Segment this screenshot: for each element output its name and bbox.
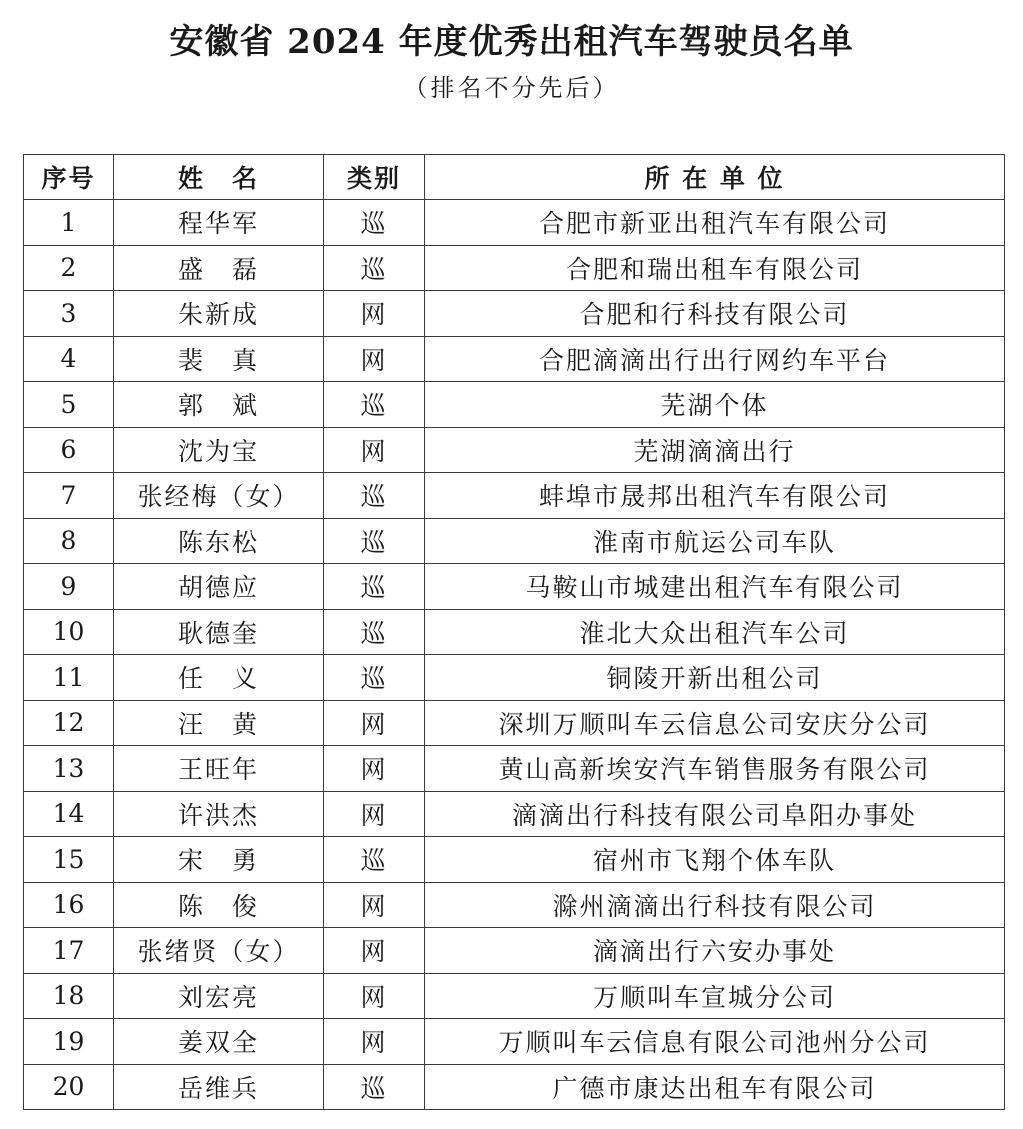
cell-category: 网 [324, 700, 425, 746]
cell-name: 陈东松 [114, 518, 324, 564]
table-row [24, 473, 1005, 519]
cell-index: 1 [24, 200, 114, 246]
table-row [24, 200, 1005, 246]
cell-company: 合肥和瑞出租车有限公司 [425, 245, 1005, 291]
table-row [24, 928, 1005, 974]
cell-category: 网 [324, 973, 425, 1019]
cell-company: 滴滴出行科技有限公司阜阳办事处 [425, 791, 1005, 837]
table-row [24, 518, 1005, 564]
cell-company: 万顺叫车宣城分公司 [425, 973, 1005, 1019]
table-row [24, 245, 1005, 291]
cell-index: 3 [24, 291, 114, 337]
table-row [24, 427, 1005, 473]
table-row [24, 609, 1005, 655]
table-row [24, 1019, 1005, 1065]
cell-company: 广德市康达出租车有限公司 [425, 1064, 1005, 1110]
cell-index: 5 [24, 382, 114, 428]
document-subtitle: （排名不分先后） [403, 74, 620, 102]
cell-name: 胡德应 [114, 564, 324, 610]
table-row [24, 1064, 1005, 1110]
cell-index: 11 [24, 655, 114, 701]
cell-index: 19 [24, 1019, 114, 1065]
table-row [24, 882, 1005, 928]
table-body [24, 200, 1005, 1110]
cell-category: 巡 [324, 655, 425, 701]
cell-company: 芜湖滴滴出行 [425, 427, 1005, 473]
header-name: 姓 名 [114, 155, 324, 200]
cell-category: 网 [324, 336, 425, 382]
cell-index: 8 [24, 518, 114, 564]
cell-index: 7 [24, 473, 114, 519]
cell-category: 网 [324, 291, 425, 337]
cell-company: 合肥市新亚出租汽车有限公司 [425, 200, 1005, 246]
cell-name: 朱新成 [114, 291, 324, 337]
cell-category: 网 [324, 928, 425, 974]
table-header-row [24, 155, 1005, 200]
cell-index: 10 [24, 609, 114, 655]
cell-name: 张经梅（女） [114, 473, 324, 519]
table-row [24, 564, 1005, 610]
table-row [24, 746, 1005, 792]
cell-company: 滴滴出行六安办事处 [425, 928, 1005, 974]
cell-index: 9 [24, 564, 114, 610]
table-row [24, 837, 1005, 883]
cell-name: 任 义 [114, 655, 324, 701]
cell-index: 2 [24, 245, 114, 291]
drivers-table [23, 154, 1005, 1110]
cell-category: 巡 [324, 473, 425, 519]
cell-company: 芜湖个体 [425, 382, 1005, 428]
cell-company: 黄山高新埃安汽车销售服务有限公司 [425, 746, 1005, 792]
cell-index: 15 [24, 837, 114, 883]
cell-name: 许洪杰 [114, 791, 324, 837]
cell-index: 20 [24, 1064, 114, 1110]
cell-category: 网 [324, 882, 425, 928]
cell-category: 巡 [324, 382, 425, 428]
cell-name: 张绪贤（女） [114, 928, 324, 974]
cell-name: 王旺年 [114, 746, 324, 792]
cell-category: 巡 [324, 609, 425, 655]
cell-category: 巡 [324, 200, 425, 246]
document-title: 安徽省 2024 年度优秀出租汽车驾驶员名单 [169, 22, 854, 62]
header-index: 序号 [24, 155, 114, 200]
cell-category: 网 [324, 1019, 425, 1065]
cell-name: 刘宏亮 [114, 973, 324, 1019]
cell-name: 程华军 [114, 200, 324, 246]
cell-index: 18 [24, 973, 114, 1019]
cell-company: 淮南市航运公司车队 [425, 518, 1005, 564]
cell-category: 网 [324, 427, 425, 473]
cell-category: 巡 [324, 245, 425, 291]
cell-company: 铜陵开新出租公司 [425, 655, 1005, 701]
cell-name: 汪 黄 [114, 700, 324, 746]
cell-company: 淮北大众出租汽车公司 [425, 609, 1005, 655]
cell-category: 巡 [324, 1064, 425, 1110]
cell-category: 网 [324, 746, 425, 792]
cell-index: 16 [24, 882, 114, 928]
cell-category: 巡 [324, 518, 425, 564]
table-row [24, 336, 1005, 382]
header-company: 所 在 单 位 [425, 155, 1005, 200]
table-row [24, 791, 1005, 837]
cell-company: 蚌埠市晟邦出租汽车有限公司 [425, 473, 1005, 519]
table-row [24, 655, 1005, 701]
table-row [24, 973, 1005, 1019]
header-category: 类别 [324, 155, 425, 200]
cell-name: 裴 真 [114, 336, 324, 382]
cell-category: 巡 [324, 564, 425, 610]
table-row [24, 700, 1005, 746]
cell-index: 4 [24, 336, 114, 382]
cell-index: 17 [24, 928, 114, 974]
cell-company: 合肥滴滴出行出行网约车平台 [425, 336, 1005, 382]
cell-name: 郭 斌 [114, 382, 324, 428]
table-row [24, 382, 1005, 428]
cell-category: 网 [324, 791, 425, 837]
cell-index: 14 [24, 791, 114, 837]
cell-name: 盛 磊 [114, 245, 324, 291]
cell-name: 岳维兵 [114, 1064, 324, 1110]
cell-company: 宿州市飞翔个体车队 [425, 837, 1005, 883]
cell-index: 6 [24, 427, 114, 473]
cell-name: 宋 勇 [114, 837, 324, 883]
cell-name: 陈 俊 [114, 882, 324, 928]
cell-company: 万顺叫车云信息有限公司池州分公司 [425, 1019, 1005, 1065]
cell-name: 沈为宝 [114, 427, 324, 473]
cell-index: 12 [24, 700, 114, 746]
cell-category: 巡 [324, 837, 425, 883]
cell-name: 姜双全 [114, 1019, 324, 1065]
cell-index: 13 [24, 746, 114, 792]
cell-name: 耿德奎 [114, 609, 324, 655]
cell-company: 深圳万顺叫车云信息公司安庆分公司 [425, 700, 1005, 746]
cell-company: 马鞍山市城建出租汽车有限公司 [425, 564, 1005, 610]
cell-company: 合肥和行科技有限公司 [425, 291, 1005, 337]
table-row [24, 291, 1005, 337]
cell-company: 滁州滴滴出行科技有限公司 [425, 882, 1005, 928]
